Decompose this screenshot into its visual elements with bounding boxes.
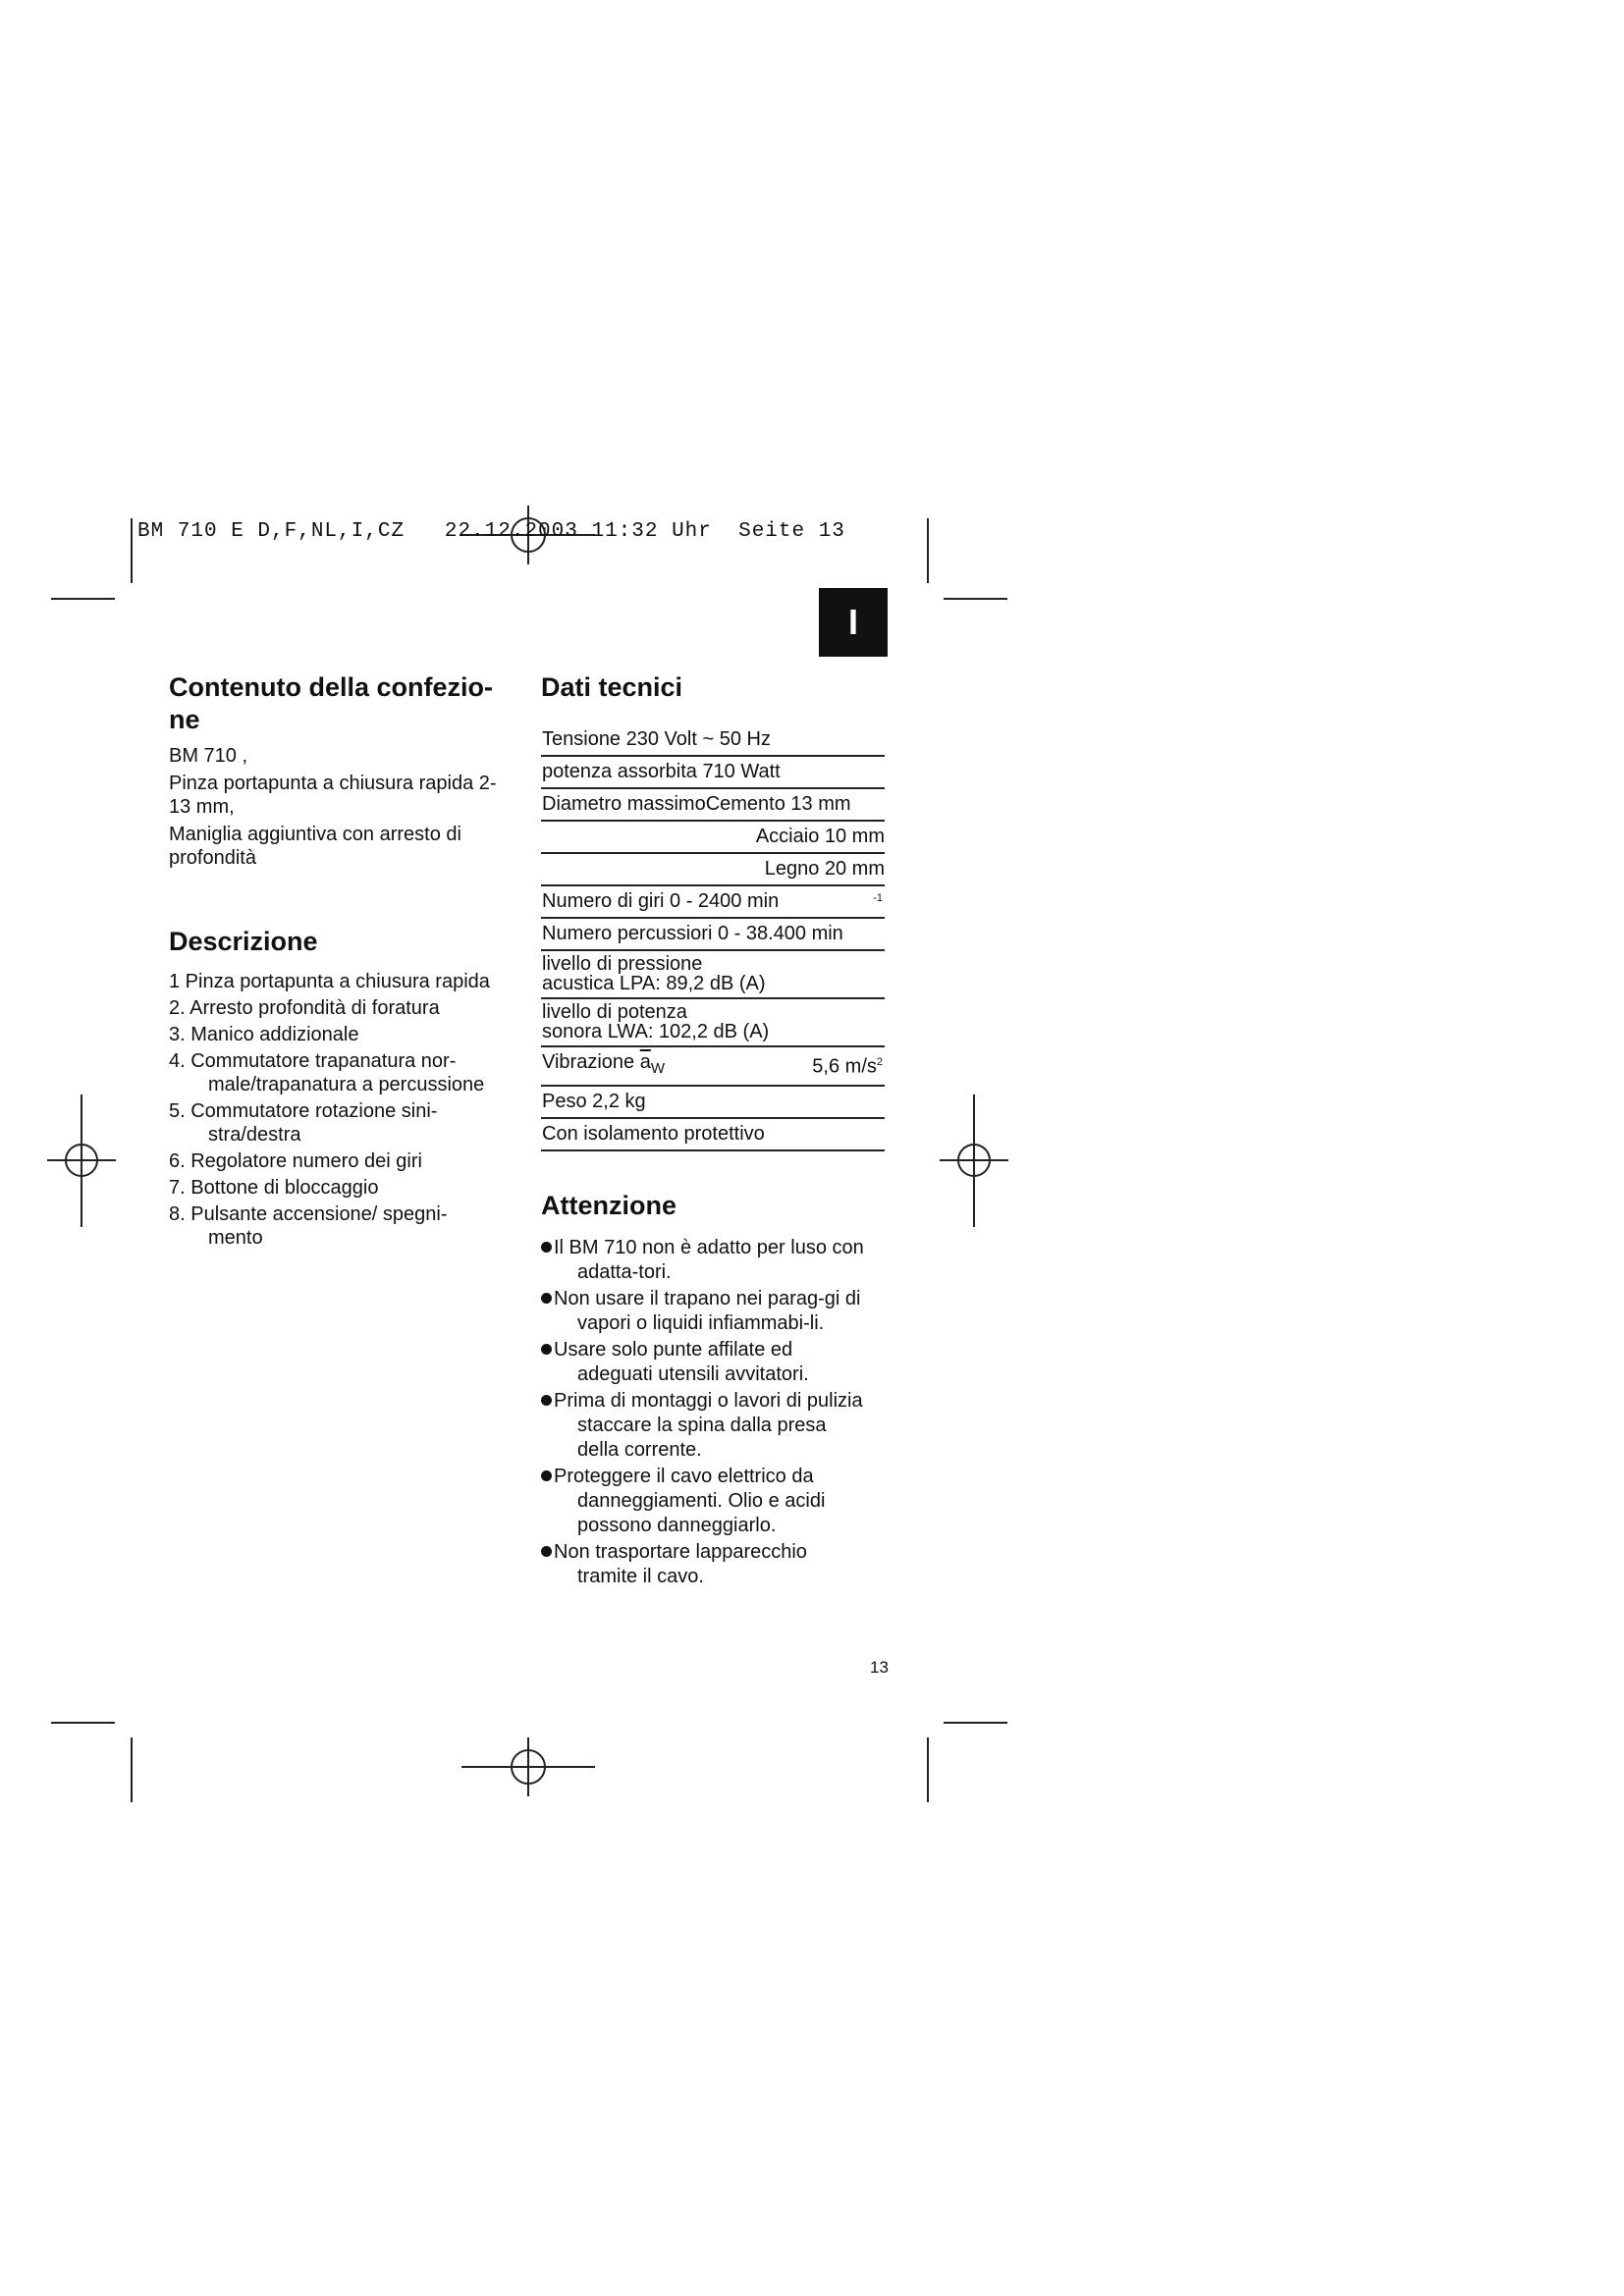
description-item: 5. Commutatore rotazione sini-stra/destra [169, 1100, 438, 1146]
spec-sound-power-line2: sonora LWA: 102,2 dB (A) [542, 1021, 770, 1042]
warning-item: Il BM 710 non è adatto per luso con adatta-tori. [541, 1236, 870, 1285]
spec-weight: Peso 2,2 kg [541, 1087, 885, 1119]
bullet-icon [541, 1242, 552, 1253]
registration-mark-left-icon [47, 1095, 116, 1227]
spec-vibration-subscript: W [650, 1060, 665, 1077]
spec-voltage: Tensione 230 Volt ~ 50 Hz [541, 724, 885, 757]
description-item: 7. Bottone di bloccaggio [169, 1177, 379, 1199]
description-item: 2. Arresto profondità di foratura [169, 997, 440, 1019]
bullet-icon [541, 1546, 552, 1557]
spec-steel: Acciaio 10 mm [541, 822, 885, 854]
bullet-icon [541, 1293, 552, 1304]
spec-impacts: Numero percussiori 0 - 38.400 min [541, 919, 885, 951]
spec-sound-pressure [541, 951, 885, 999]
spec-vibration-exponent: 2 [876, 1056, 883, 1068]
bullet-icon [541, 1470, 552, 1481]
contents-title: Contenuto della confezio-ne [169, 672, 493, 734]
description-list-container [169, 970, 493, 1253]
description-title: Descrizione [169, 927, 318, 956]
description-section [169, 926, 508, 958]
warning-item: Proteggere il cavo elettrico da danneggiamenti. Olio e acidi possono danneggiarlo. [541, 1465, 870, 1538]
spec-speed-row [541, 886, 885, 919]
crop-mark-bottom-left-horizontal [51, 1722, 115, 1724]
contents-line: Maniglia aggiuntiva con arresto di profondità [169, 824, 461, 869]
technical-data-section [541, 671, 885, 704]
description-item: 4. Commutatore trapanatura nor-male/trapanatura a percussione [169, 1050, 485, 1095]
bullet-icon [541, 1395, 552, 1406]
crop-mark-top-right-horizontal [944, 598, 1007, 600]
spec-power: potenza assorbita 710 Watt [541, 757, 885, 789]
contents-section [169, 671, 508, 736]
spec-wood: Legno 20 mm [541, 854, 885, 886]
spec-vibration-row [541, 1047, 885, 1087]
warning-item: Usare solo punte affilate ed adeguati utensili avvitatori. [541, 1338, 870, 1387]
contents-list [169, 744, 508, 870]
crop-mark-top-left-horizontal [51, 598, 115, 600]
contents-line: BM 710 , [169, 745, 248, 767]
crop-mark-top-right-vertical [927, 518, 929, 583]
warning-item: Non trasportare lapparecchio tramite il cavo. [541, 1540, 870, 1589]
crop-mark-top-left-vertical [131, 518, 133, 583]
registration-mark-bottom-icon [461, 1737, 595, 1796]
spec-vibration-symbol: $\overline{a}$ [639, 1051, 651, 1073]
spec-speed: Numero di giri 0 - 2400 min [542, 890, 780, 912]
technical-data-title: Dati tecnici [541, 672, 683, 702]
spec-sound-pressure-line1: livello di pressione [542, 953, 703, 975]
bullet-icon [541, 1344, 552, 1355]
warning-item: Prima di montaggi o lavori di pulizia staccare la spina dalla presa della corrente. [541, 1389, 870, 1463]
spec-sound-pressure-line2: acustica LPA: 89,2 dB (A) [542, 973, 766, 994]
registration-mark-right-icon [940, 1095, 1008, 1227]
description-list [169, 970, 493, 1250]
print-header: BM 710 E D,F,NL,I,CZ 22.12.2003 11:32 Uhr Seite 13 [137, 520, 845, 543]
description-item: 6. Regolatore numero dei giri [169, 1150, 422, 1172]
contents-line: Pinza portapunta a chiusura rapida 2-13 mm, [169, 773, 497, 818]
page-number: 13 [870, 1658, 889, 1677]
warnings-title: Attenzione [541, 1191, 677, 1220]
warnings-section [541, 1190, 885, 1222]
crop-mark-bottom-right-vertical [927, 1737, 929, 1802]
spec-insulation: Con isolamento protettivo [541, 1119, 885, 1151]
spec-sound-power [541, 999, 885, 1047]
language-tab: I [819, 588, 888, 657]
warnings-list-container [541, 1236, 870, 1591]
crop-mark-bottom-right-horizontal [944, 1722, 1007, 1724]
spec-vibration-value: 5,6 $m/s^2$ [812, 1055, 883, 1078]
description-item: 8. Pulsante accensione/ spegni-mento [169, 1203, 448, 1249]
technical-data-table [541, 724, 885, 1151]
description-item: 3. Manico addizionale [169, 1024, 359, 1045]
spec-speed-exponent: -1 [873, 892, 883, 904]
warnings-list [541, 1236, 870, 1589]
warning-item: Non usare il trapano nei parag-gi di vapori o liquidi infiammabi-li. [541, 1287, 870, 1336]
description-item: 1 Pinza portapunta a chiusura rapida [169, 971, 490, 992]
spec-vibration-label: Vibrazione [542, 1051, 635, 1073]
spec-diameter: Diametro massimoCemento 13 mm [541, 789, 885, 822]
spec-sound-power-line1: livello di potenza [542, 1001, 687, 1023]
crop-mark-bottom-left-vertical [131, 1737, 133, 1802]
